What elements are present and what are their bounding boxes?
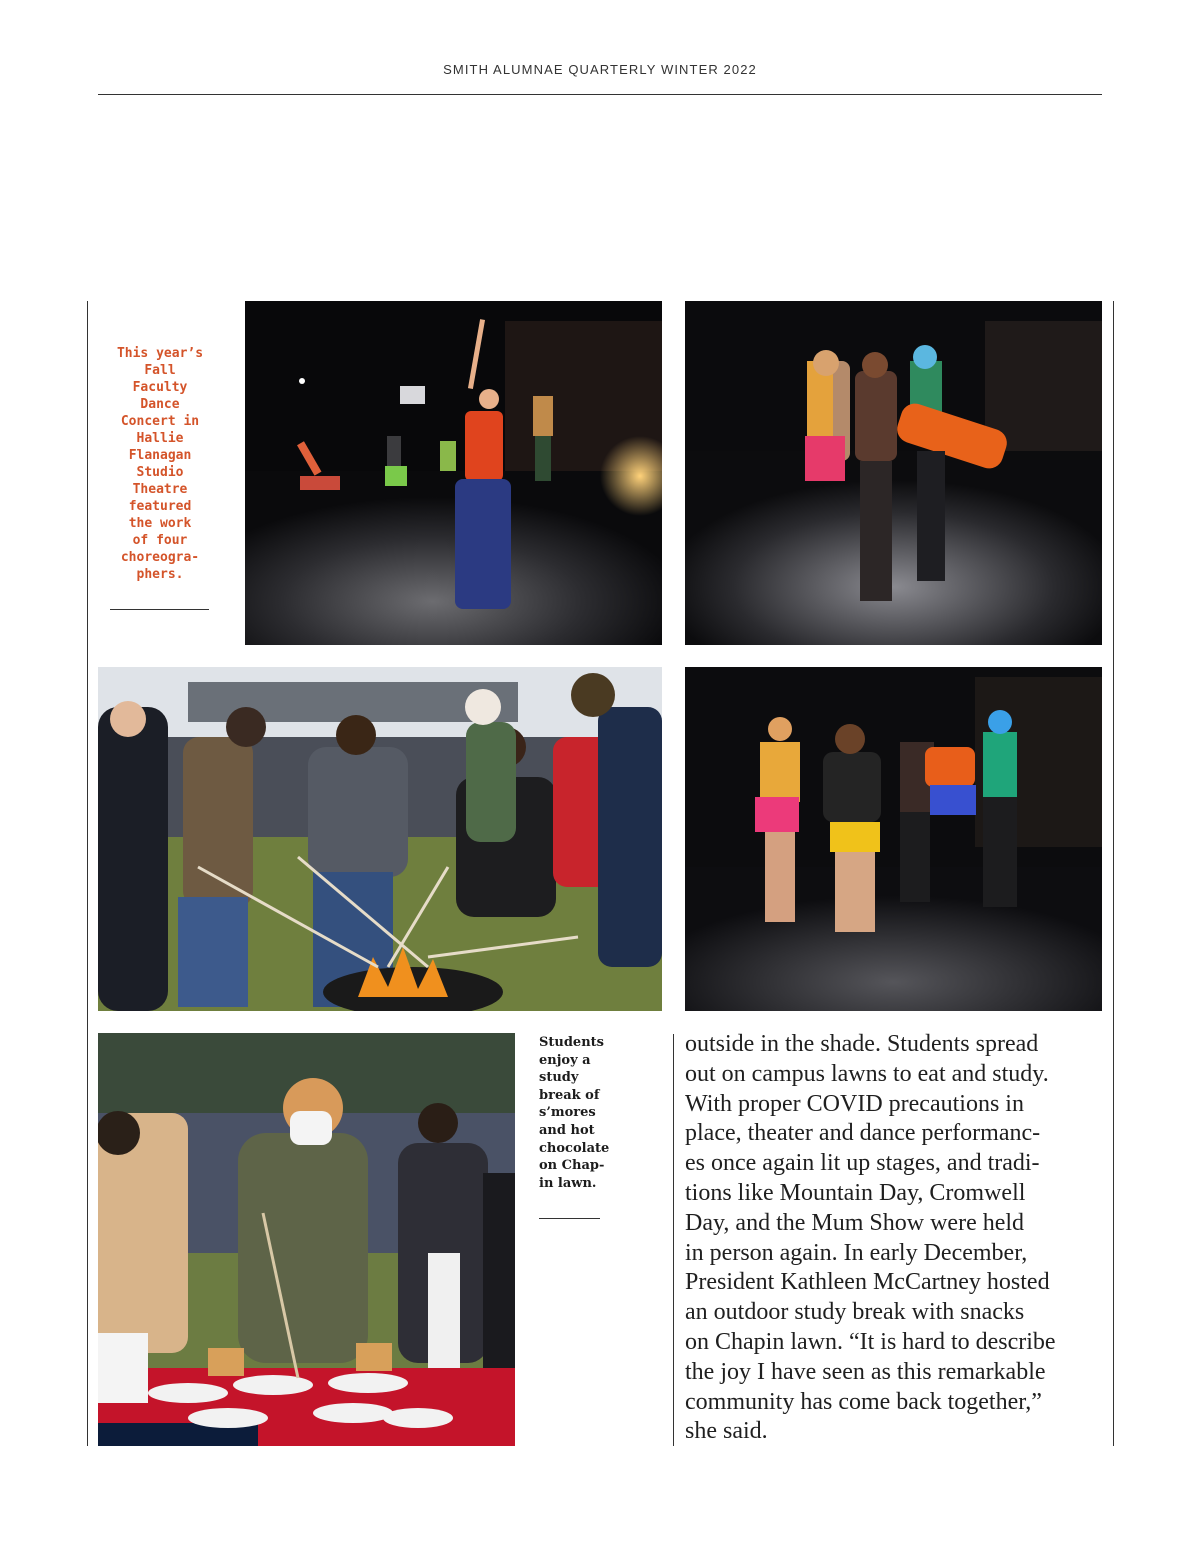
article-line: place, theater and dance performanc-: [685, 1120, 1041, 1147]
right-column-rule: [1113, 301, 1114, 1446]
caption-line: on Chap-: [539, 1158, 605, 1174]
smores-photo-caption: [539, 1034, 613, 1192]
article-column-rule: [673, 1034, 674, 1446]
caption-line: Studio: [136, 465, 184, 480]
caption-line: the work: [128, 516, 192, 531]
photo-smores-table: [98, 1033, 515, 1446]
caption-line: Students: [539, 1035, 604, 1050]
article-line: an outdoor study break with snacks: [685, 1299, 1025, 1326]
article-line: on Chapin lawn. “It is hard to describe: [685, 1328, 1056, 1355]
article-line: in person again. In early December,: [685, 1239, 1028, 1266]
caption-line: of four: [132, 533, 188, 548]
article-line: the joy I have seen as this remarkable: [685, 1358, 1046, 1385]
caption-line: Faculty: [132, 380, 188, 395]
caption-line: Dance: [140, 397, 180, 412]
caption-line: choreogra-: [120, 550, 200, 565]
article-line: tions like Mountain Day, Cromwell: [685, 1179, 1026, 1206]
dance-photo-caption: [108, 345, 212, 583]
article-line: With proper COVID precautions in: [685, 1090, 1024, 1117]
caption-line: Concert in: [120, 414, 200, 429]
photo-dance-stage-solo: [245, 301, 662, 645]
caption-line: Hallie: [136, 431, 184, 446]
photo-dance-group-standing: [685, 667, 1102, 1011]
article-line: community has come back together,”: [685, 1388, 1042, 1415]
caption-line: s’mores: [539, 1105, 596, 1121]
caption-line: Flanagan: [128, 448, 192, 463]
caption-line: enjoy a: [539, 1052, 591, 1068]
caption-line: in lawn.: [539, 1175, 597, 1191]
article-line: President Kathleen McCartney hosted: [685, 1269, 1050, 1296]
smores-caption-rule: [539, 1218, 600, 1219]
article-body: [685, 1030, 1110, 1447]
caption-line: Theatre: [132, 482, 188, 497]
caption-line: chocolate: [539, 1140, 610, 1156]
article-line: Day, and the Mum Show were held: [685, 1209, 1025, 1236]
left-column-rule: [87, 301, 88, 1446]
article-line: outside in the shade. Students spread: [685, 1031, 1039, 1057]
caption-line: phers.: [136, 567, 184, 582]
caption-line: and hot: [539, 1122, 595, 1138]
photo-dance-group-lean: [685, 301, 1102, 645]
article-line: she said.: [685, 1418, 768, 1445]
caption-line: Fall: [144, 363, 176, 378]
header-rule: [98, 94, 1102, 95]
running-header: SMITH ALUMNAE QUARTERLY WINTER 2022: [443, 62, 757, 77]
dance-caption-rule: [110, 609, 209, 610]
caption-line: break of: [539, 1087, 600, 1103]
photo-smores-fire-pit: [98, 667, 662, 1011]
caption-line: This year’s: [116, 346, 204, 361]
caption-line: study: [539, 1070, 579, 1086]
caption-line: featured: [128, 499, 192, 514]
article-line: out on campus lawns to eat and study.: [685, 1060, 1049, 1087]
article-line: es once again lit up stages, and tradi-: [685, 1150, 1040, 1177]
